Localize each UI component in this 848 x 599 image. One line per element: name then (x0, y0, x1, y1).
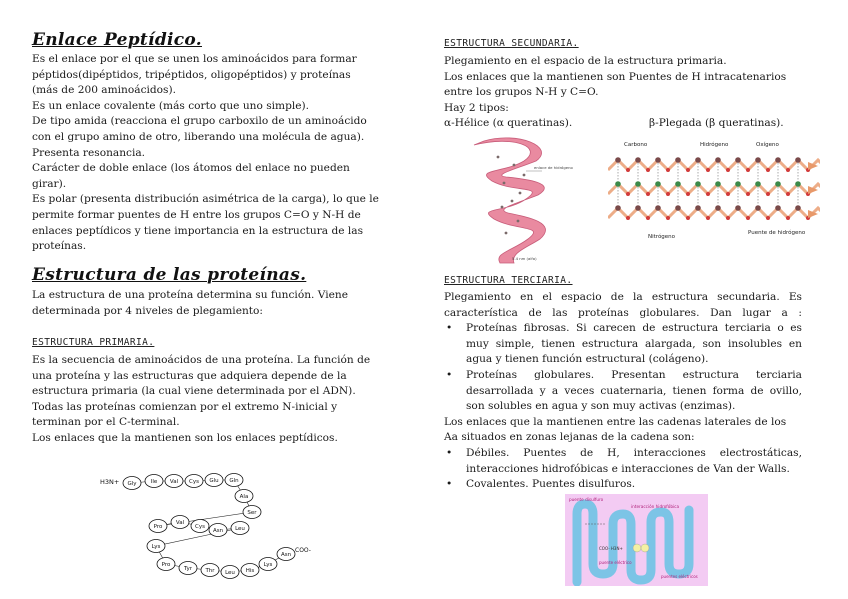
label-puente-hidrogeno: Puente de hidrógeno (748, 230, 806, 236)
svg-text:Ser: Ser (247, 510, 257, 516)
n-terminal-label: H3N+ (100, 478, 120, 486)
label-carbono: Carbono (624, 142, 648, 148)
enlace-paragraph (32, 52, 384, 255)
enlace-line: enlaces peptídicos y tiene importancia en la estructura de las (32, 224, 364, 237)
enlace-line: permite formar puentes de H entre los grupos C=O y N-H de (32, 208, 361, 221)
alpha-helix-image (454, 135, 579, 265)
bullet-line: interacciones hidrofóbicas e interacciones de Van der Walls. (466, 462, 790, 475)
residue-val (171, 516, 189, 529)
bullet-line: agua y tienen función estructural (colágeno). (466, 353, 709, 366)
terciaria-mid-line: Los enlaces que la mantienen entre las cadenas laterales de los (444, 415, 787, 428)
svg-text:Ala: Ala (239, 494, 249, 500)
heading-estructura-primaria: ESTRUCTURA PRIMARIA. (32, 337, 155, 348)
residue-gly (123, 477, 141, 490)
tertiary-structure-image (565, 494, 708, 586)
list-item (444, 477, 802, 493)
residue-asn (209, 524, 227, 537)
label-hidrogeno: Hidrógeno (700, 142, 729, 148)
svg-text:Pro: Pro (161, 562, 171, 568)
enlace-line: Carácter de doble enlace (los átomos del enlace no pueden (32, 162, 350, 175)
terciaria-bullets-bonds (444, 446, 802, 493)
svg-text:Leu: Leu (235, 526, 245, 532)
primary-structure-diagram (100, 466, 320, 584)
title-estructura-proteinas: Estructura de las proteínas. (32, 265, 307, 285)
svg-text:Gln: Gln (229, 478, 239, 484)
residue-leu (221, 566, 239, 579)
svg-text:Glu: Glu (209, 478, 219, 484)
estructura-line: determinada por 4 niveles de plegamiento: (32, 304, 263, 317)
tertiary-label-puente-electrico: puente eléctrico (599, 560, 632, 565)
primaria-line: una proteína y las estructuras que adquiera depende de la (32, 369, 347, 382)
svg-text:Lys: Lys (263, 562, 273, 568)
helix-caption: 5.4 nm (alfa) (512, 256, 537, 261)
title-enlace-peptidico: Enlace Peptídico. (32, 30, 202, 50)
terciaria-mid-line: Aa situados en zonas lejanas de la cadena son: (444, 431, 695, 444)
residue-val (165, 475, 183, 488)
residue-lys (147, 540, 165, 553)
bullet-line: • Proteínas globulares. Presentan estructura terciaria (466, 368, 802, 381)
list-item (444, 446, 802, 477)
primaria-line: terminan por el C-terminal. (32, 416, 180, 429)
residue-pro (157, 558, 175, 571)
svg-text:Gly: Gly (127, 481, 137, 487)
primaria-line: Los enlaces que la mantienen son los enlaces peptídicos. (32, 431, 338, 444)
svg-text:Cys: Cys (189, 479, 199, 485)
c-terminal-label: COO- (295, 547, 311, 554)
residue-pro (149, 520, 167, 533)
residue-his (241, 564, 259, 577)
enlace-line: De tipo amida (reacciona el grupo carboxilo de un aminoácido (32, 115, 367, 128)
beta-sheet-label: β-Plegada (β queratinas). (649, 117, 784, 129)
residue-lys (259, 558, 277, 571)
residue-cys (185, 475, 203, 488)
list-item (444, 368, 802, 415)
secundaria-paragraph (444, 54, 802, 116)
residue-ile (145, 475, 163, 488)
svg-text:Val: Val (175, 520, 185, 526)
svg-text:Tyr: Tyr (183, 566, 193, 572)
residue-asn (277, 548, 295, 561)
list-item (444, 321, 802, 368)
bullet-line: • Covalentes. Puentes disulfuros. (466, 478, 636, 491)
secundaria-line: Plegamiento en el espacio de la estructura primaria. (444, 55, 727, 67)
heading-estructura-terciaria: ESTRUCTURA TERCIARIA. (444, 275, 573, 286)
residue-chain (123, 474, 295, 579)
residue-leu (231, 522, 249, 535)
svg-text:Asn: Asn (212, 528, 224, 534)
bullet-line: • Débiles. Puentes de H, interacciones electrostáticas, (466, 446, 802, 459)
helix-annotation: enlace de hidrógeno (534, 165, 573, 170)
enlace-line: Es el enlace por el que se unen los aminoácidos para formar (32, 53, 357, 65)
tertiary-label-coo-h3n: COO- H3N+ (599, 546, 623, 551)
svg-text:Val: Val (169, 479, 179, 485)
svg-text:Thr: Thr (205, 568, 215, 574)
enlace-line: Presenta resonancia. (32, 146, 146, 159)
residue-thr (201, 564, 219, 577)
terciaria-paragraph (444, 290, 802, 493)
svg-text:Ile: Ile (150, 479, 158, 485)
residue-gln (225, 474, 243, 487)
terciaria-intro-line: Plegamiento en el espacio de la estructura secundaria. Es (444, 291, 802, 303)
bullet-line: muy simple, tienen estructura alargada, son insolubles en (466, 337, 802, 350)
terciaria-intro-line: característica de las proteínas globulares. Dan lugar a : (444, 306, 802, 319)
enlace-line: (más de 200 aminoácidos). (32, 84, 176, 97)
terciaria-bullets-types (444, 321, 802, 415)
alpha-helix-label: α-Hélice (α queratinas). (444, 117, 573, 129)
tertiary-label-puentes-electricos: puentes eléctricos (661, 574, 698, 579)
primaria-line: Todas las proteínas comienzan por el extremo N-inicial y (32, 400, 338, 413)
residue-ser (243, 506, 261, 519)
label-oxigeno: Oxígeno (756, 142, 779, 148)
beta-sheet-image (608, 138, 820, 250)
svg-text:Lys: Lys (151, 544, 161, 550)
bullet-line: son solubles en agua y son muy activas (enzimas). (466, 400, 736, 413)
primaria-line: estructura primaria (la cual viene determinada por el ADN). (32, 385, 356, 398)
residue-tyr (179, 562, 197, 575)
enlace-line: péptidos(dipéptidos, tripéptidos, oligopéptidos) y proteínas (32, 68, 351, 81)
residue-ala (235, 490, 253, 503)
svg-text:Leu: Leu (225, 570, 235, 576)
svg-text:Asn: Asn (280, 552, 292, 558)
primaria-paragraph (32, 353, 384, 447)
tertiary-label-hidrofobica: interacción hidrofóbica (631, 504, 680, 509)
estructura-line: La estructura de una proteína determina su función. Viene (32, 289, 348, 301)
svg-text:His: His (245, 568, 255, 574)
bullet-line: • Proteínas fibrosas. Si carecen de estructura terciaria o es (466, 322, 802, 335)
bullet-line: desarrollada y a veces cuaternaria, tienen forma de ovillo, (466, 384, 802, 397)
enlace-line: proteínas. (32, 240, 87, 253)
enlace-line: Es un enlace covalente (más corto que uno simple). (32, 99, 310, 112)
residue-glu (205, 474, 223, 487)
tertiary-label-disulfuro: puente disulfuro (569, 497, 604, 502)
enlace-line: Es polar (presenta distribución asimétrica de la carga), lo que le (32, 193, 379, 206)
svg-text:Pro: Pro (153, 524, 163, 530)
secundaria-line: entre los grupos N-H y C=O. (444, 86, 599, 99)
residue-cys (191, 520, 209, 533)
estructura-paragraph (32, 288, 384, 319)
svg-text:Cys: Cys (195, 524, 205, 530)
secundaria-line: Hay 2 tipos: (444, 101, 509, 114)
enlace-line: girar). (32, 177, 67, 190)
heading-estructura-secundaria: ESTRUCTURA SECUNDARIA. (444, 38, 579, 49)
label-nitrogeno: Nitrógeno (648, 234, 676, 240)
secundaria-line: Los enlaces que la mantienen son Puentes de H intracatenarios (444, 70, 787, 83)
primaria-line: Es la secuencia de aminoácidos de una proteína. La función de (32, 354, 371, 366)
enlace-line: con el grupo amino de otro, liberando una molécula de agua). (32, 130, 365, 143)
